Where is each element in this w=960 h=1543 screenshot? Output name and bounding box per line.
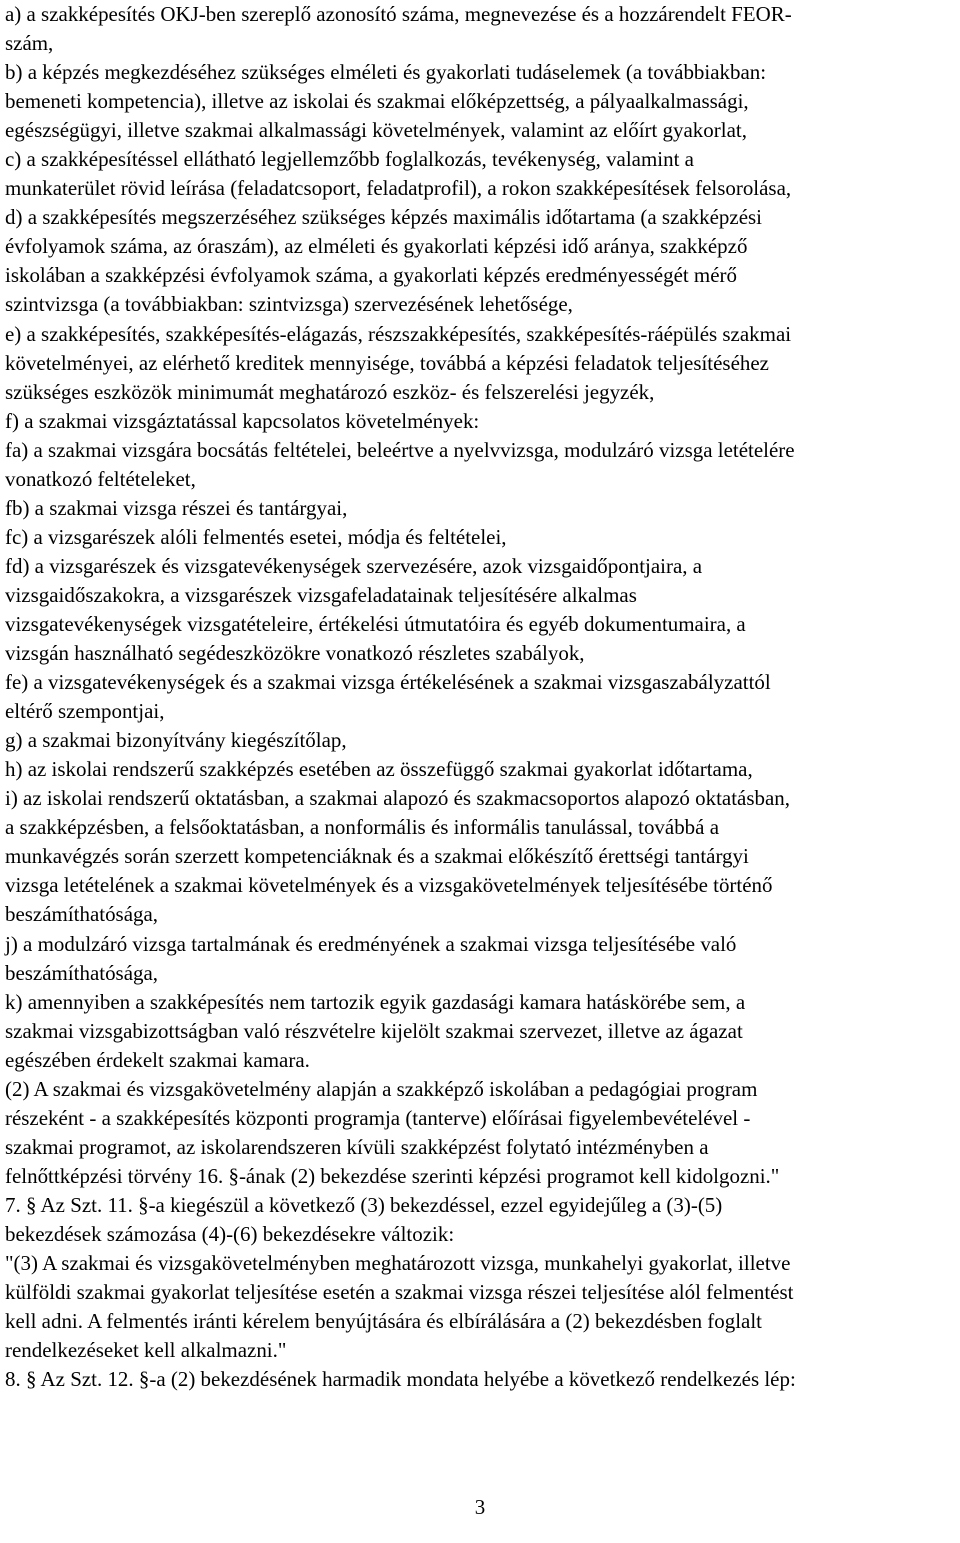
text-line: a szakképzésben, a felsőoktatásban, a nonformális és informális tanulással, továbbá a — [5, 815, 720, 840]
text-line: rendelkezéseket kell alkalmazni." — [5, 1338, 287, 1363]
text-line: vizsgaidőszakokra, a vizsgarészek vizsgafeladatainak teljesítésére alkalmas — [5, 582, 637, 607]
text-line: vizsga letételének a szakmai követelmények és a vizsgakövetelmények teljesítésébe történő — [5, 873, 773, 898]
text-line: részeként - a szakképesítés központi programja (tanterve) előírásai figyelembevételével - — [5, 1105, 751, 1130]
text-line: fd) a vizsgarészek és vizsgatevékenységek szervezésére, azok vizsgaidőpontjaira, a — [5, 553, 703, 578]
text-line: beszámíthatósága, — [5, 902, 159, 927]
page-number: 3 — [474, 1495, 486, 1519]
text-line: c) a szakképesítéssel ellátható legjellemzőbb foglalkozás, tevékenység, valamint a — [5, 147, 694, 172]
text-line: b) a képzés megkezdéséhez szükséges elméleti és gyakorlati tudáselemek (a továbbiakban: — [5, 60, 767, 85]
text-line: évfolyamok száma, az óraszám), az elméleti és gyakorlati képzési idő aránya, szakképző — [5, 234, 748, 259]
text-line: fe) a vizsgatevékenységek és a szakmai vizsga értékelésének a szakmai vizsgaszabályzattól — [5, 670, 771, 695]
text-line: fa) a szakmai vizsgára bocsátás feltételei, beleértve a nyelvvizsga, modulzáró vizsga letételére — [5, 437, 795, 462]
text-line: e) a szakképesítés, szakképesítés-elágazás, részszakképesítés, szakképesítés-ráépülés szakmai — [5, 321, 792, 346]
text-line: g) a szakmai bizonyítvány kiegészítőlap, — [5, 728, 347, 753]
text-line: egészségügyi, illetve szakmai alkalmassági követelmények, valamint az előírt gyakorlat, — [5, 118, 747, 143]
document-body-text — [5, 0, 960, 1394]
text-line: k) amennyiben a szakképesítés nem tartozik egyik gazdasági kamara hatáskörébe sem, a — [5, 989, 746, 1014]
text-line: 8. § Az Szt. 12. §-a (2) bekezdésének harmadik mondata helyébe a következő rendelkezés lép: — [5, 1367, 796, 1392]
text-line: egészében érdekelt szakmai kamara. — [5, 1047, 310, 1072]
text-line: munkavégzés során szerzett kompetenciáknak és a szakmai előkészítő érettségi tantárgyi — [5, 844, 749, 869]
text-line: fb) a szakmai vizsga részei és tantárgyai, — [5, 495, 348, 520]
text-line: felnőttképzési törvény 16. §-ának (2) bekezdése szerinti képzési programot kell kidolgozni." — [5, 1163, 780, 1188]
text-line: vonatkozó feltételeket, — [5, 466, 196, 491]
text-line: szintvizsga (a továbbiakban: szintvizsga) szervezésének lehetősége, — [5, 292, 573, 317]
text-line: d) a szakképesítés megszerzéséhez szükséges képzés maximális időtartama (a szakképzési — [5, 205, 763, 230]
text-line: szakmai vizsgabizottságban való részvételre kijelölt szakmai szervezet, illetve az ágazat — [5, 1018, 743, 1043]
text-line: beszámíthatósága, — [5, 960, 159, 985]
text-line: eltérő szempontjai, — [5, 699, 165, 724]
text-line: "(3) A szakmai és vizsgakövetelményben meghatározott vizsga, munkahelyi gyakorlat, illetve — [5, 1251, 791, 1276]
text-line: külföldi szakmai gyakorlat teljesítése esetén a szakmai vizsga részei teljesítése alól felmentést — [5, 1280, 794, 1305]
text-line: szükséges eszközök minimumát meghatározó eszköz- és felszerelési jegyzék, — [5, 379, 655, 404]
text-line: h) az iskolai rendszerű szakképzés esetében az összefüggő szakmai gyakorlat időtartama, — [5, 757, 753, 782]
text-line: 7. § Az Szt. 11. §-a kiegészül a következő (3) bekezdéssel, ezzel egyidejűleg a (3)-(5) — [5, 1192, 723, 1217]
text-line: kell adni. A felmentés iránti kérelem benyújtására és elbírálására a (2) bekezdésben foglalt — [5, 1309, 763, 1334]
text-line: vizsgatevékenységek vizsgatételeire, értékelési útmutatóira és egyéb dokumentumaira, a — [5, 611, 746, 636]
text-line: munkaterület rövid leírása (feladatcsoport, feladatprofil), a rokon szakképesítések felsorolása, — [5, 176, 792, 201]
text-line: szakmai programot, az iskolarendszeren kívüli szakképzést folytató intézményben a — [5, 1134, 709, 1159]
text-line: j) a modulzáró vizsga tartalmának és eredményének a szakmai vizsga teljesítésébe való — [5, 931, 737, 956]
text-line: bekezdések számozása (4)-(6) bekezdésekre változik: — [5, 1221, 455, 1246]
text-line: vizsgán használható segédeszközökre vonatkozó részletes szabályok, — [5, 641, 585, 666]
text-line: i) az iskolai rendszerű oktatásban, a szakmai alapozó és szakmacsoportos alapozó oktatásban, — [5, 786, 790, 811]
text-line: bemeneti kompetencia), illetve az iskolai és szakmai előképzettség, a pályaalkalmassági, — [5, 89, 749, 114]
text-line: a) a szakképesítés OKJ-ben szereplő azonosító száma, megnevezése és a hozzárendelt FEOR- — [5, 2, 792, 26]
text-line: iskolában a szakképzési évfolyamok száma, a gyakorlati képzés eredményességét mérő — [5, 263, 738, 288]
text-line: követelményei, az elérhető kreditek mennyisége, továbbá a képzési feladatok teljesítéséhez — [5, 350, 769, 375]
text-line: f) a szakmai vizsgáztatással kapcsolatos követelmények: — [5, 408, 480, 433]
text-line: (2) A szakmai és vizsgakövetelmény alapján a szakképző iskolában a pedagógiai program — [5, 1076, 758, 1101]
text-line: fc) a vizsgarészek alóli felmentés esetei, módja és feltételei, — [5, 524, 507, 549]
text-line: szám, — [5, 31, 54, 56]
